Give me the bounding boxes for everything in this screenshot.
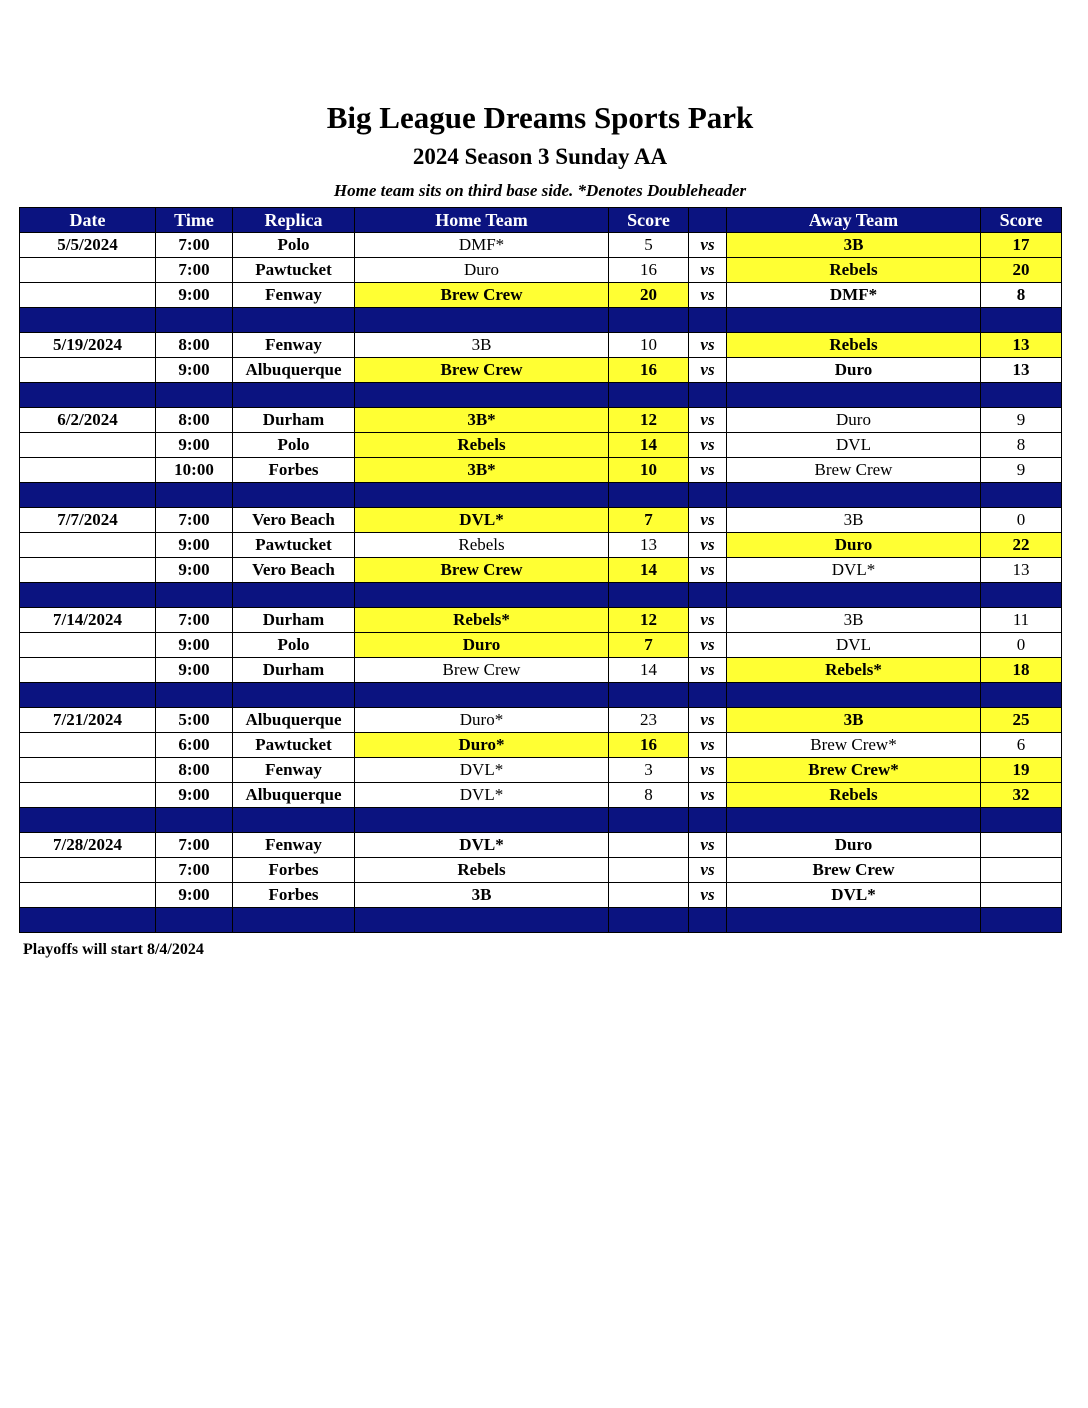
home-team: DVL* — [355, 783, 609, 808]
game-row — [20, 258, 1062, 283]
game-date: 5/5/2024 — [20, 233, 156, 258]
game-replica: Forbes — [233, 858, 355, 883]
game-row — [20, 533, 1062, 558]
game-time: 7:00 — [156, 608, 233, 633]
col-header-time: Time — [156, 208, 233, 233]
game-date — [20, 658, 156, 683]
game-date — [20, 458, 156, 483]
separator-cell — [355, 483, 609, 508]
away-score: 19 — [981, 758, 1062, 783]
separator-cell — [609, 908, 689, 933]
home-team: DVL* — [355, 833, 609, 858]
separator-cell — [981, 908, 1062, 933]
home-score — [609, 858, 689, 883]
game-date — [20, 883, 156, 908]
vs-label: vs — [689, 658, 727, 683]
home-team: 3B — [355, 333, 609, 358]
home-team: Duro — [355, 258, 609, 283]
game-replica: Polo — [233, 233, 355, 258]
game-replica: Albuquerque — [233, 358, 355, 383]
game-replica: Forbes — [233, 458, 355, 483]
page-subtitle: 2024 Season 3 Sunday AA — [412, 144, 668, 169]
separator-cell — [233, 308, 355, 333]
game-replica: Fenway — [233, 833, 355, 858]
home-team: Duro* — [355, 708, 609, 733]
home-score: 10 — [609, 458, 689, 483]
home-team: DMF* — [355, 233, 609, 258]
game-replica: Fenway — [233, 333, 355, 358]
away-score: 0 — [981, 508, 1062, 533]
game-replica: Pawtucket — [233, 733, 355, 758]
schedule-note: Home team sits on third base side. *Denotes Doubleheader — [333, 181, 747, 200]
separator-cell — [609, 383, 689, 408]
away-team: Duro — [727, 358, 981, 383]
home-score: 5 — [609, 233, 689, 258]
game-date — [20, 783, 156, 808]
schedule-table — [19, 207, 1062, 933]
game-replica: Durham — [233, 608, 355, 633]
away-score: 9 — [981, 408, 1062, 433]
away-team: Brew Crew — [727, 458, 981, 483]
separator-cell — [156, 808, 233, 833]
separator-cell — [233, 483, 355, 508]
vs-label: vs — [689, 233, 727, 258]
game-row — [20, 358, 1062, 383]
away-score: 20 — [981, 258, 1062, 283]
game-row — [20, 608, 1062, 633]
home-team: Duro* — [355, 733, 609, 758]
separator-cell — [355, 383, 609, 408]
game-time: 7:00 — [156, 233, 233, 258]
game-row — [20, 858, 1062, 883]
separator-cell — [355, 583, 609, 608]
separator-cell — [727, 808, 981, 833]
separator-cell — [156, 483, 233, 508]
game-row — [20, 508, 1062, 533]
away-score: 6 — [981, 733, 1062, 758]
game-date — [20, 283, 156, 308]
separator-cell — [156, 383, 233, 408]
separator-row — [20, 808, 1062, 833]
game-time: 8:00 — [156, 408, 233, 433]
separator-cell — [981, 383, 1062, 408]
separator-cell — [156, 683, 233, 708]
home-score — [609, 833, 689, 858]
home-team: DVL* — [355, 758, 609, 783]
separator-cell — [609, 808, 689, 833]
game-replica: Fenway — [233, 283, 355, 308]
separator-cell — [20, 908, 156, 933]
game-row — [20, 758, 1062, 783]
separator-cell — [156, 908, 233, 933]
separator-cell — [981, 583, 1062, 608]
game-date: 7/28/2024 — [20, 833, 156, 858]
vs-label: vs — [689, 333, 727, 358]
away-team: DMF* — [727, 283, 981, 308]
game-time: 9:00 — [156, 358, 233, 383]
game-date — [20, 433, 156, 458]
home-score: 12 — [609, 608, 689, 633]
game-time: 7:00 — [156, 258, 233, 283]
home-team: Brew Crew — [355, 283, 609, 308]
game-time: 5:00 — [156, 708, 233, 733]
vs-label: vs — [689, 558, 727, 583]
game-row — [20, 408, 1062, 433]
game-time: 9:00 — [156, 283, 233, 308]
away-team: DVL* — [727, 558, 981, 583]
away-team: Brew Crew* — [727, 758, 981, 783]
away-score: 8 — [981, 433, 1062, 458]
separator-cell — [20, 583, 156, 608]
game-date — [20, 858, 156, 883]
separator-cell — [355, 908, 609, 933]
game-row — [20, 658, 1062, 683]
home-team: Rebels — [355, 433, 609, 458]
vs-label: vs — [689, 433, 727, 458]
vs-label: vs — [689, 258, 727, 283]
separator-cell — [156, 583, 233, 608]
game-row — [20, 233, 1062, 258]
game-row — [20, 783, 1062, 808]
separator-cell — [20, 483, 156, 508]
game-date — [20, 258, 156, 283]
col-header-home-score: Score — [609, 208, 689, 233]
away-team: Duro — [727, 833, 981, 858]
game-row — [20, 558, 1062, 583]
away-team: Brew Crew — [727, 858, 981, 883]
game-date — [20, 533, 156, 558]
vs-label: vs — [689, 733, 727, 758]
separator-cell — [689, 383, 727, 408]
vs-label: vs — [689, 608, 727, 633]
separator-cell — [609, 308, 689, 333]
separator-cell — [981, 483, 1062, 508]
away-score: 22 — [981, 533, 1062, 558]
game-time: 7:00 — [156, 858, 233, 883]
game-replica: Pawtucket — [233, 258, 355, 283]
separator-cell — [689, 583, 727, 608]
game-time: 7:00 — [156, 508, 233, 533]
col-header-replica: Replica — [233, 208, 355, 233]
away-score: 17 — [981, 233, 1062, 258]
vs-label: vs — [689, 858, 727, 883]
separator-cell — [233, 908, 355, 933]
home-score: 12 — [609, 408, 689, 433]
game-date — [20, 633, 156, 658]
away-team: Duro — [727, 533, 981, 558]
away-score — [981, 858, 1062, 883]
game-replica: Polo — [233, 433, 355, 458]
separator-cell — [233, 683, 355, 708]
away-team: 3B — [727, 608, 981, 633]
separator-cell — [981, 808, 1062, 833]
away-score — [981, 833, 1062, 858]
game-replica: Durham — [233, 408, 355, 433]
separator-cell — [727, 308, 981, 333]
game-date — [20, 733, 156, 758]
home-score: 14 — [609, 658, 689, 683]
game-date: 7/7/2024 — [20, 508, 156, 533]
separator-cell — [727, 383, 981, 408]
game-time: 9:00 — [156, 783, 233, 808]
home-score — [609, 883, 689, 908]
game-time: 9:00 — [156, 633, 233, 658]
home-team: Brew Crew — [355, 558, 609, 583]
separator-row — [20, 308, 1062, 333]
game-replica: Vero Beach — [233, 508, 355, 533]
away-score: 18 — [981, 658, 1062, 683]
separator-cell — [20, 383, 156, 408]
away-team: 3B — [727, 708, 981, 733]
away-team: 3B — [727, 233, 981, 258]
away-team: Rebels — [727, 258, 981, 283]
game-time: 9:00 — [156, 433, 233, 458]
vs-label: vs — [689, 708, 727, 733]
separator-cell — [355, 808, 609, 833]
game-time: 9:00 — [156, 883, 233, 908]
game-date: 5/19/2024 — [20, 333, 156, 358]
separator-cell — [20, 808, 156, 833]
game-time: 10:00 — [156, 458, 233, 483]
game-time: 8:00 — [156, 333, 233, 358]
separator-cell — [689, 483, 727, 508]
separator-cell — [355, 308, 609, 333]
separator-cell — [727, 683, 981, 708]
home-score: 16 — [609, 358, 689, 383]
away-score: 13 — [981, 558, 1062, 583]
separator-cell — [233, 383, 355, 408]
home-team: Brew Crew — [355, 658, 609, 683]
game-replica: Albuquerque — [233, 708, 355, 733]
separator-cell — [689, 808, 727, 833]
home-score: 8 — [609, 783, 689, 808]
home-team: DVL* — [355, 508, 609, 533]
home-team: 3B* — [355, 458, 609, 483]
home-score: 14 — [609, 433, 689, 458]
vs-label: vs — [689, 883, 727, 908]
home-team: 3B — [355, 883, 609, 908]
game-time: 7:00 — [156, 833, 233, 858]
separator-cell — [156, 308, 233, 333]
game-row — [20, 433, 1062, 458]
vs-label: vs — [689, 533, 727, 558]
game-date: 6/2/2024 — [20, 408, 156, 433]
game-replica: Pawtucket — [233, 533, 355, 558]
table-header-row — [20, 208, 1062, 233]
separator-cell — [981, 683, 1062, 708]
game-date: 7/21/2024 — [20, 708, 156, 733]
game-replica: Albuquerque — [233, 783, 355, 808]
away-team: DVL* — [727, 883, 981, 908]
away-team: Rebels — [727, 783, 981, 808]
game-time: 9:00 — [156, 558, 233, 583]
home-score: 7 — [609, 508, 689, 533]
col-header-home-team: Home Team — [355, 208, 609, 233]
separator-cell — [689, 908, 727, 933]
game-date — [20, 358, 156, 383]
game-replica: Vero Beach — [233, 558, 355, 583]
separator-cell — [20, 308, 156, 333]
away-score: 32 — [981, 783, 1062, 808]
vs-label: vs — [689, 508, 727, 533]
game-time: 9:00 — [156, 533, 233, 558]
game-date — [20, 758, 156, 783]
vs-label: vs — [689, 633, 727, 658]
away-team: Brew Crew* — [727, 733, 981, 758]
separator-cell — [981, 308, 1062, 333]
home-team: Rebels — [355, 858, 609, 883]
away-team: Duro — [727, 408, 981, 433]
game-date — [20, 558, 156, 583]
away-team: 3B — [727, 508, 981, 533]
game-time: 8:00 — [156, 758, 233, 783]
home-team: Rebels — [355, 533, 609, 558]
home-score: 7 — [609, 633, 689, 658]
separator-row — [20, 583, 1062, 608]
game-time: 6:00 — [156, 733, 233, 758]
away-score: 0 — [981, 633, 1062, 658]
home-team: 3B* — [355, 408, 609, 433]
col-header-date: Date — [20, 208, 156, 233]
away-team: Rebels — [727, 333, 981, 358]
game-time: 9:00 — [156, 658, 233, 683]
home-score: 23 — [609, 708, 689, 733]
separator-row — [20, 908, 1062, 933]
game-row — [20, 633, 1062, 658]
game-row — [20, 833, 1062, 858]
separator-cell — [20, 683, 156, 708]
game-date: 7/14/2024 — [20, 608, 156, 633]
home-score: 16 — [609, 258, 689, 283]
separator-cell — [233, 583, 355, 608]
separator-row — [20, 383, 1062, 408]
away-score: 13 — [981, 358, 1062, 383]
separator-cell — [355, 683, 609, 708]
vs-label: vs — [689, 758, 727, 783]
game-row — [20, 333, 1062, 358]
home-team: Brew Crew — [355, 358, 609, 383]
away-score — [981, 883, 1062, 908]
away-score: 9 — [981, 458, 1062, 483]
page-title: Big League Dreams Sports Park — [326, 100, 754, 135]
away-score: 13 — [981, 333, 1062, 358]
game-row — [20, 733, 1062, 758]
separator-cell — [727, 908, 981, 933]
away-team: DVL — [727, 433, 981, 458]
col-header-away-team: Away Team — [727, 208, 981, 233]
away-team: Rebels* — [727, 658, 981, 683]
game-row — [20, 883, 1062, 908]
game-row — [20, 458, 1062, 483]
separator-cell — [689, 683, 727, 708]
home-score: 16 — [609, 733, 689, 758]
separator-cell — [233, 808, 355, 833]
home-team: Rebels* — [355, 608, 609, 633]
separator-cell — [727, 483, 981, 508]
separator-cell — [689, 308, 727, 333]
away-score: 11 — [981, 608, 1062, 633]
away-score: 25 — [981, 708, 1062, 733]
col-header-away-score: Score — [981, 208, 1062, 233]
separator-cell — [609, 583, 689, 608]
home-score: 20 — [609, 283, 689, 308]
game-replica: Durham — [233, 658, 355, 683]
home-score: 10 — [609, 333, 689, 358]
separator-cell — [609, 483, 689, 508]
separator-row — [20, 483, 1062, 508]
game-replica: Forbes — [233, 883, 355, 908]
schedule-body — [20, 233, 1062, 933]
separator-cell — [727, 583, 981, 608]
separator-row — [20, 683, 1062, 708]
vs-label: vs — [689, 283, 727, 308]
home-score: 13 — [609, 533, 689, 558]
home-score: 3 — [609, 758, 689, 783]
home-team: Duro — [355, 633, 609, 658]
vs-label: vs — [689, 783, 727, 808]
game-replica: Polo — [233, 633, 355, 658]
vs-label: vs — [689, 458, 727, 483]
vs-label: vs — [689, 833, 727, 858]
home-score: 14 — [609, 558, 689, 583]
separator-cell — [609, 683, 689, 708]
vs-label: vs — [689, 358, 727, 383]
vs-label: vs — [689, 408, 727, 433]
away-score: 8 — [981, 283, 1062, 308]
game-row — [20, 283, 1062, 308]
game-row — [20, 708, 1062, 733]
col-header-vs — [689, 208, 727, 233]
playoffs-note: Playoffs will start 8/4/2024 — [23, 941, 204, 958]
game-replica: Fenway — [233, 758, 355, 783]
away-team: DVL — [727, 633, 981, 658]
